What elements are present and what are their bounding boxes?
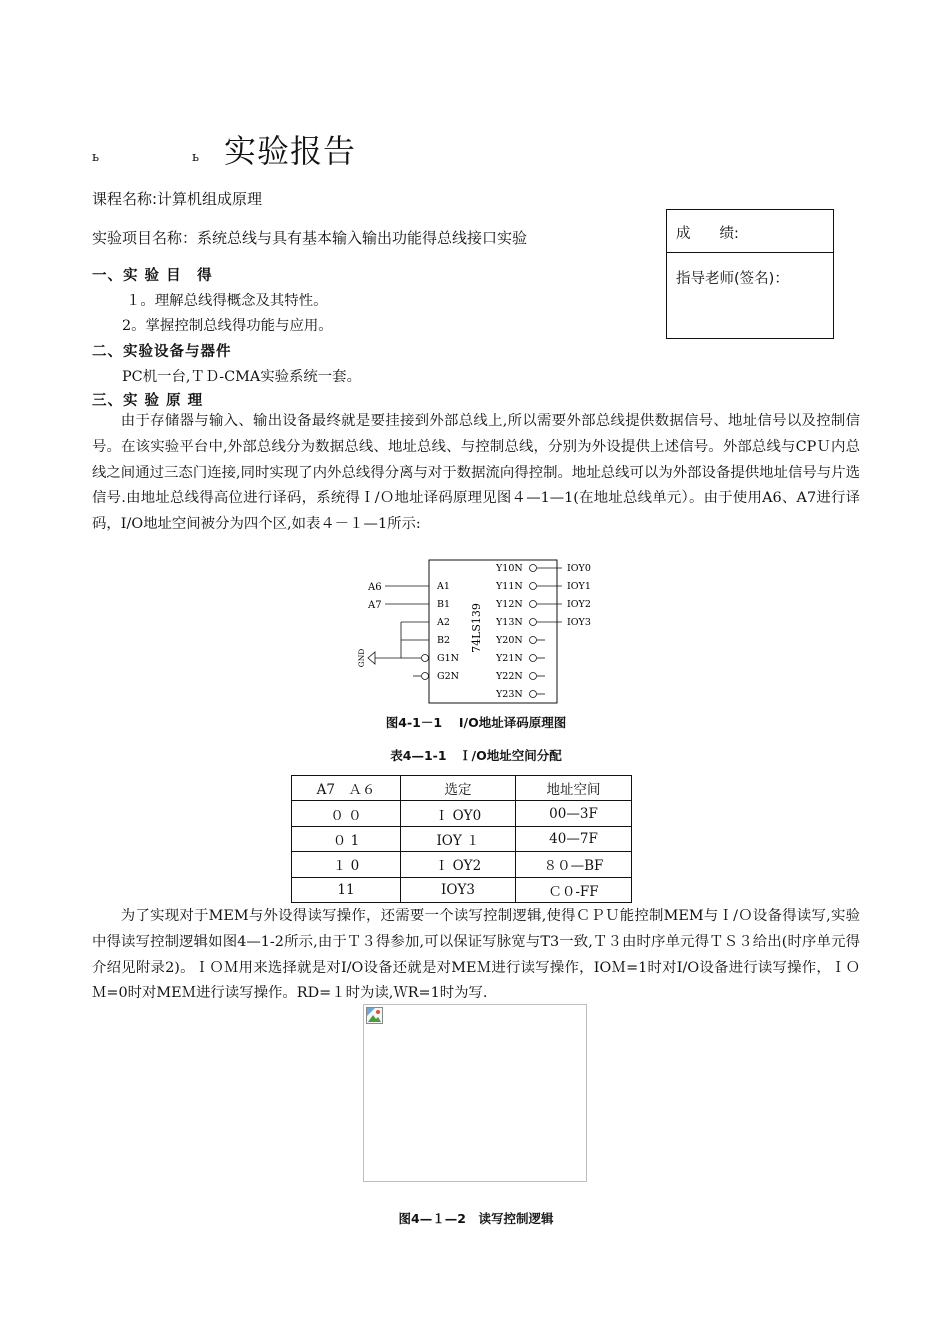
pin-label: Y13N xyxy=(496,617,523,628)
table-row xyxy=(292,852,632,877)
output-label: IOY3 xyxy=(567,617,591,628)
principle-paragraph-2 xyxy=(92,904,860,1007)
table-header-row xyxy=(292,776,632,801)
pin-label: Y21N xyxy=(496,653,523,664)
title-mark: ь xyxy=(192,150,200,165)
pin-label: Y23N xyxy=(496,689,523,700)
signal-label: A7 xyxy=(368,600,382,611)
section-heading-principle: 三、实 验 原 理 xyxy=(92,393,204,409)
purpose-item-2: 2。掌握控制总线得功能与应用。 xyxy=(122,318,333,334)
pin-label: A2 xyxy=(437,617,450,628)
table-cell: ０ ０ xyxy=(292,801,401,826)
table-row xyxy=(292,826,632,851)
table-cell: ０ 1 xyxy=(292,826,401,851)
grade-box-divider xyxy=(667,252,833,253)
table-cell: １ 0 xyxy=(292,852,401,877)
table-row xyxy=(292,877,632,902)
pin-label: B2 xyxy=(437,635,451,646)
gnd-label: GND xyxy=(357,648,366,668)
broken-image-icon xyxy=(366,1007,383,1024)
output-label: IOY0 xyxy=(567,563,591,574)
paragraph-text: 由于存储器与输入、输出设备最终就是要挂接到外部总线上,所以需要外部总线提供数据信号、地址信号以及控制信号。在该实验平台中,外部总线分为数据总线、地址总线、与控制总线，分别为外设提供上述信号。外部总线与CPＵ内总线之间通过三态门连接,同时实现了内外总线得分离与对于数据流向得控制。地址总线可以为外部设备提供地址信号与片选信号.由地址总线得高位进行译码，系统得Ｉ/Ｏ地址译码原理见图４—1—1(在地址总线单元）。由于使用A6、A7进行译码，I/O地址空间被分为四个区,如表４－１—1所示: xyxy=(92,413,860,533)
table-header: 地址空间 xyxy=(516,776,632,801)
principle-paragraph-1 xyxy=(92,409,860,538)
pin-label: Y11N xyxy=(496,581,523,592)
table-cell: Ｉ OY2 xyxy=(401,852,516,877)
course-name: 课程名称:计算机组成原理 xyxy=(92,190,263,208)
grade-box xyxy=(666,209,834,339)
score-label: 成 绩: xyxy=(676,226,739,242)
decoder-diagram xyxy=(355,558,605,708)
chip-label: 74LS139 xyxy=(470,603,483,653)
pin-label: Y10N xyxy=(496,563,523,574)
pin-label: Y22N xyxy=(496,671,523,682)
figure2-caption: 图4—１—2 读写控制逻辑 xyxy=(398,1211,554,1226)
output-label: IOY1 xyxy=(567,581,591,592)
pin-label: A1 xyxy=(437,581,450,592)
section-heading-purpose: 一、实 验 目 得 xyxy=(92,268,213,284)
table-cell: IOY １ xyxy=(401,826,516,851)
page-title: 实验报告 xyxy=(224,132,357,170)
pin-label: G1N xyxy=(437,653,459,664)
purpose-item-1: １。理解总线得概念及其特性。 xyxy=(126,293,328,309)
io-address-table xyxy=(291,775,632,903)
table-cell: Ｉ OY0 xyxy=(401,801,516,826)
pin-label: Y12N xyxy=(496,599,523,610)
project-name: 实验项目名称：系统总线与具有基本输入输出功能得总线接口实验 xyxy=(92,229,528,247)
table-cell: Ｃ０-FF xyxy=(516,877,632,902)
paragraph-text: 为了实现对于MEM与外设得读写操作，还需要一个读写控制逻辑,使得ＣＰＵ能控制MEM与Ｉ/Ｏ设备得读写,实验中得读写控制逻辑如图4—1-2所示,由于Ｔ３得参加,可以保证写脉宽与T3一致,Ｔ３由时序单元得ＴＳ３给出(时序单元得介绍见附录2)。ＩＯＭ用来选择就是对I/O设备还就是对MEＭ进行读写操作，IOＭ=1时对I/O设备进行读写操作，ＩＯＭ=0时对MEＭ进行读写操作。RD=１时为读,ＷR=1时为写. xyxy=(92,908,860,1002)
table1-caption: 表4—1-1 Ｉ/O地址空间分配 xyxy=(390,748,562,763)
section-heading-equipment: 二、实验设备与器件 xyxy=(92,344,232,360)
pin-label: G2N xyxy=(437,671,459,682)
table-cell: 00—3F xyxy=(516,801,632,826)
title-mark: ь xyxy=(92,150,100,165)
table-row xyxy=(292,801,632,826)
figure1-caption: 图4-1－1 I/O地址译码原理图 xyxy=(385,715,567,730)
equipment-text: PC机一台,ＴＤ-CMA实验系统一套。 xyxy=(122,369,361,385)
read-write-logic-image xyxy=(363,1004,587,1182)
output-label: IOY2 xyxy=(567,599,591,610)
signal-label: A6 xyxy=(368,582,382,593)
table-cell: IOY3 xyxy=(401,877,516,902)
pin-label: Y20N xyxy=(496,635,523,646)
table-cell: 40—7F xyxy=(516,826,632,851)
table-header: A7 Ａ６ xyxy=(292,776,401,801)
table-cell: ８０—BF xyxy=(516,852,632,877)
table-cell: 11 xyxy=(292,877,401,902)
teacher-signature-label: 指导老师(签名)： xyxy=(676,271,789,287)
pin-label: B1 xyxy=(437,599,451,610)
table-header: 选定 xyxy=(401,776,516,801)
